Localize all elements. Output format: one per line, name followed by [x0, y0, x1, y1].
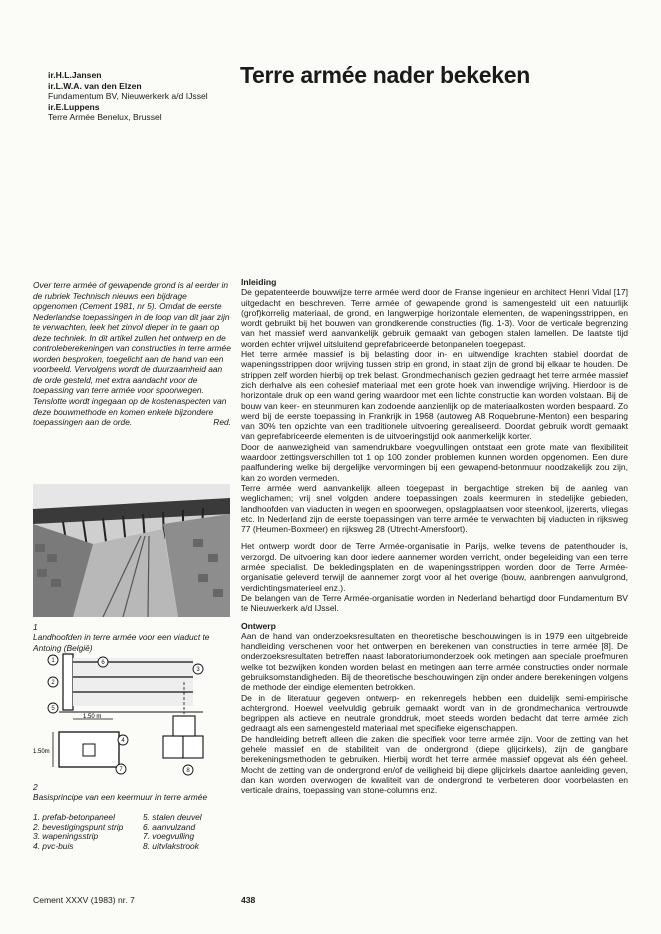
paragraph: Terre armée werd aanvankelijk alleen toegepast in bergachtige streken bij de aanleg van weglichamen; vrij snel volgden andere toepassingen zoals keermuren in stedelijke gebieden, landhoofden van viaducten in wegen en spoorwegen, opslagplaatsen voor steenkool, ijzererts, vliegas etc. In Nederland zijn de eerste toepassingen van terre armée te verwachten bij viaducten in rijksweg 77 (Heumen-Boxmeer) en rijksweg 28 (Utrecht-Amersfoort). — [241, 482, 628, 535]
legend-item: 5. stalen deuvel — [143, 812, 202, 822]
marker-label: 5 — [51, 706, 55, 712]
retaining-wall-diagram — [33, 652, 231, 777]
lead-paragraph — [33, 280, 231, 428]
marker-label: 6 — [101, 660, 105, 666]
paragraph: De in de literatuur gegeven ontwerp- en rekenregels hebben een duidelijk semi-empirische achtergrond. Hoewel veelvuldig gebruik gemaakt wordt van in de grondmechanica vertrouwde begrippen als actieve en neutrale gronddruk, moet steeds worden bedacht dat terre armée zich gedraagt als een samengesteld materiaal met specifieke eigenschappen. — [241, 692, 628, 734]
legend-item: 8. uitvlakstrook — [143, 840, 199, 851]
author-affiliation: Fundamentum BV, Nieuwerkerk a/d IJssel — [48, 91, 208, 102]
figure-caption-text: Landhoofden in terre armée voor een viaduct te Antoing (België) — [33, 632, 210, 653]
figure-caption-text: Basisprincipe van een keermuur in terre armée — [33, 792, 208, 803]
figure-1-caption — [33, 622, 233, 653]
author-name: ir.L.W.A. van den Elzen — [48, 80, 142, 91]
paragraph: Door de aanwezigheid van samendrukbare voegvullingen ontstaat een grote mate van flexibiliteit waardoor zettingsverschillen tot 1 op 100 zonder problemen kunnen worden opgenomen. Een dure paalfundering welke bij dergelijke vervormingen bij een gewapend-betonmuur noodzakelijk zou zijn, kan zo worden vermeden. — [241, 441, 628, 483]
legend-item: 3. wapeningsstrip — [33, 831, 99, 841]
lead-text: Over terre armée of gewapende grond is al eerder in de rubriek Technisch nieuws een bijdrage opgenomen (Cement 1981, nr 5). Omdat de eerste Nederlandse toepassingen in de loop van dit jaar zijn te verwachten, leek het zinvol dieper in te gaan op deze techniek. In dit artikel zullen het ontwerp en de controleberekeningen van constructies in terre armée worden besproken, toegelicht aan de hand van een voorbeeld. Vervolgens wordt de duurzaamheid aan de orde gesteld, met extra aandacht voor de toepassing van terre armée voor spoorwegen. Tenslotte wordt ingegaan op de kostenaspecten van deze bouwmethode en komen enkele bijzondere toepassingen aan de orde. — [33, 280, 231, 428]
marker-label: 8 — [186, 768, 190, 774]
dim-top-label: 1.50 m — [83, 714, 102, 720]
figure-number: 2 — [33, 782, 38, 792]
author-name: ir.H.L.Jansen — [48, 70, 102, 80]
legend-item: 4. pvc-buis — [33, 840, 74, 851]
marker-label: 7 — [119, 767, 123, 773]
legend-item: 2. bevestigingspunt strip — [33, 821, 124, 832]
figure-2-caption — [33, 782, 233, 803]
paragraph: Aan de hand van onderzoeksresultaten en theoretische beschouwingen is in 1979 een uitgebreide handleiding verschenen voor het ontwerpen en berekenen van constructies in terre armée [8]. De onderzoeksresultaten betreffen naast laboratoriumonderzoek ook metingen aan speciale proefmuren welke tot bezwijken konden worden belast en metingen aan terre armée constructies onder normale gebruiksomstandigheden. Bij de theoretische beschouwingen zijn onder andere berekeningen volgens de methode der eindige elementen betrokken. — [241, 630, 628, 693]
page-number: 438 — [241, 895, 256, 905]
paragraph: Het ontwerp wordt door de Terre Armée-organisatie in Parijs, welke tevens de patenthouder is, verzorgd. De uitvoering kan door iedere aannemer worden verricht, onder begeleiding van een terre armée specialist. De bekledingsplaten en de wapeningsstrippen worden door de Terre Armée-organisatie geleverd terwijl de aannemer zorgt voor al het overige (bouw, aanbrengen aanvulgrond, verdichtingsmaterieel enz.). — [241, 541, 628, 593]
figure-2-legend — [33, 813, 233, 851]
journal-footer: Cement XXXV (1983) nr. 7 — [33, 895, 135, 905]
author-affiliation: Terre Armée Benelux, Brussel — [48, 112, 162, 123]
section-heading: Inleiding — [241, 277, 277, 287]
lead-signature: Red. — [213, 417, 231, 428]
author-name: ir.E.Luppens — [48, 101, 100, 112]
marker-label: 3 — [196, 667, 200, 673]
marker-label: 4 — [121, 738, 125, 744]
marker-label: 1 — [51, 658, 55, 664]
paragraph: De gepatenteerde bouwwijze terre armée werd door de Franse ingenieur en architect Henri Vidal [17] uitgedacht en beschreven. Terre armée of gewapende grond is samengesteld uit een natuurlijk (grof)korrelig materiaal, de grond, en langwerpige horizontale elementen, de wapeningsstrippen, en wordt gebruikt bij het bouwen van grondkerende constructies (fig. 1-3). Voor de verticale begrenzing van het massief werd aanvankelijk gebruik gemaakt van gebogen stalen lamellen. De laatste tijd worden echter vrijwel uitsluitend geprefabriceerde betonpanelen toegepast. — [241, 287, 628, 349]
article-title: Terre armée nader bekeken — [240, 62, 530, 88]
bridge-abutment-photo — [33, 484, 230, 617]
marker-label: 2 — [51, 680, 55, 686]
paragraph: De handleiding betreft alleen die zaken die specifiek voor terre armée zijn. Voor de zetting van het gehele massief en de stabiliteit van de ondergrond (diepe glijcirkels), zijn de gangbare berekeningsmethoden te gebruiken. Hierbij wordt het terre armée massief opgevat als één geheel. Mocht de zetting van de ondergrond en/of de veiligheid bij diepe glijcirkels daartoe aanleiding geven, dan kan worden overwogen de kwaliteit van de ondergrond te verbeteren door voorbelasten en verticale drains, toepassing van stone-columns enz. — [241, 733, 628, 796]
legend-item: 7. voegvulling — [143, 831, 195, 841]
author-block — [48, 70, 248, 123]
legend-row — [33, 842, 233, 852]
figure-number: 1 — [33, 622, 38, 632]
section-heading: Ontwerp — [241, 620, 276, 631]
paragraph: Het terre armée massief is bij belasting door in- en uitwendige krachten stabiel doordat de wapeningsstrippen door wrijving tussen strip en grond, in staat zijn de grond bij elkaar te houden. De strippen zelf worden hierbij op trek belast. Grondmechanisch gezien gedraagt het terre armée massief zich derhalve als een cohesief materiaal met een grote hoek van inwendige wrijving. Hierdoor is de horizontale druk op een wand gering waardoor met een lichte constructie kan worden volstaan. Bij de bouw van keer- en steunmuren kan zodoende aanzienlijk op de materiaalkosten worden bespaard. Zo werd bij de eerste toepassing in Frankrijk in 1968 (autoweg A8 Roquebrune-Menton) een besparing van 30% ten opzichte van een traditionele uitvoering gerealiseerd. Doordat gebruik wordt gemaakt van geprefabriceerde elementen is de uitvoeringstijd ook aanmerkelijk korter. — [241, 349, 628, 442]
paragraph: De belangen van de Terre Armée-organisatie worden in Nederland behartigd door Fundamentum BV te Nieuwerkerk a/d IJssel. — [241, 592, 628, 614]
legend-item: 1. prefab-betonpaneel — [33, 812, 115, 822]
article-body — [241, 277, 628, 796]
dim-side-label: 1.50m — [33, 749, 50, 755]
legend-item: 6. aanvulzand — [143, 821, 196, 832]
